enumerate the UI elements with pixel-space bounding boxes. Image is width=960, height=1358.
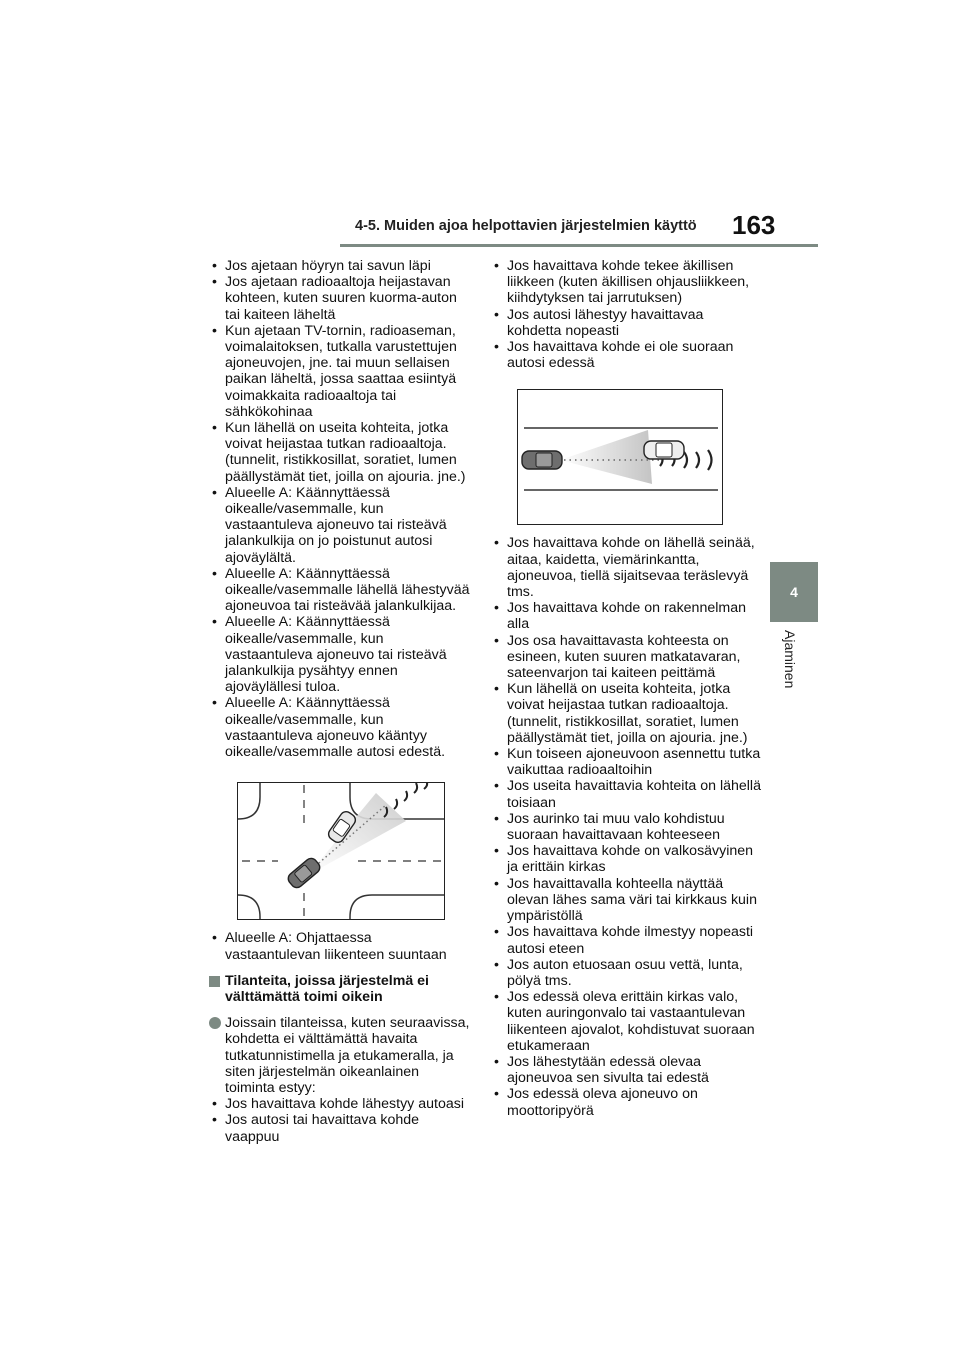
list-item: • Jos havaittava kohde on valkosävyinen ja erittäin kirkas xyxy=(491,843,761,875)
list-item: • Jos useita havaittavia kohteita on lähellä toisiaan xyxy=(491,778,761,810)
bullet-list xyxy=(491,535,761,1118)
right-column xyxy=(491,258,761,1119)
list-item: • Kun lähellä on useita kohteita, jotka voivat heijastaa tutkan radioaaltoja. (tunnelit, ristikkosillat, soratiet, lumen päällystämät tiet, joilla on ajouria. jne.) xyxy=(491,681,761,746)
circle-marker-icon xyxy=(209,1017,221,1029)
lead-paragraph-text: Joissain tilanteissa, kuten seuraavissa, kohdetta ei välttämättä havaita tutkatunnistimella ja etukameralla, ja siten järjestelmän oikeanlainen toiminta estyy: xyxy=(225,1015,470,1096)
list-item: • Jos havaittavalla kohteella näyttää olevan lähes sama väri tai kirkkaus kuin ympäristöllä xyxy=(491,876,761,925)
section-heading xyxy=(209,973,471,1005)
intersection-turn-illustration xyxy=(237,782,445,920)
list-item: • Jos edessä oleva ajoneuvo on moottoripyörä xyxy=(491,1086,761,1118)
chapter-number: 4 xyxy=(790,584,798,600)
list-item: • Alueelle A: Käännyttäessä oikealle/vasemmalle, kun vastaantuleva ajoneuvo tai risteävä jalankulkija pysähtyy ennen ajoväylällesi tuloa. xyxy=(209,614,471,695)
list-item: • Alueelle A: Käännyttäessä oikealle/vasemmalle, kun vastaantuleva ajoneuvo tai risteävä jalankulkija on jo poistunut autosi ajoväylältä. xyxy=(209,485,471,566)
list-item: • Kun toiseen ajoneuvoon asennettu tutka vaikuttaa radioaaltoihin xyxy=(491,746,761,778)
list-item: • Jos ajetaan radioaaltoja heijastavan kohteen, kuten suuren kuorma-auton tai kaiteen läheltä xyxy=(209,274,471,323)
list-item: • Jos havaittava kohde on rakennelman alla xyxy=(491,600,761,632)
list-item: • Alueelle A: Käännyttäessä oikealle/vasemmalle, kun vastaantuleva ajoneuvo kääntyy oikealle/vasemmalle autosi edestä. xyxy=(209,695,471,760)
lead-paragraph xyxy=(209,1015,471,1096)
section-heading-text: Tilanteita, joissa järjestelmä ei välttämättä toimi oikein xyxy=(225,972,429,1005)
list-item: • Jos havaittava kohde ilmestyy nopeasti autosi eteen xyxy=(491,924,761,956)
header-divider xyxy=(340,244,818,247)
list-item: • Jos aurinko tai muu valo kohdistuu suoraan havaittavaan kohteeseen xyxy=(491,811,761,843)
chapter-label: Ajaminen xyxy=(782,630,798,689)
list-item: • Jos havaittava kohde ei ole suoraan autosi edessä xyxy=(491,339,761,371)
list-item: • Kun ajetaan TV-tornin, radioaseman, voimalaitoksen, tutkalla varustettujen ajoneuvojen, jne. tai muun sellaisen paikan läheltä, jossa saattaa esiintyä voimakkaita radioaaltoja tai sähkökohinaa xyxy=(209,323,471,420)
page-number: 163 xyxy=(732,210,776,240)
bullet-list xyxy=(209,1096,471,1145)
list-item: • Jos edessä oleva erittäin kirkas valo, kuten auringonvalo tai vastaantulevan liikenteen ajovalot, kohdistuvat suoraan etukameraan xyxy=(491,989,761,1054)
list-item: • Jos lähestytään edessä olevaa ajoneuvoa sen sivulta tai edestä xyxy=(491,1054,761,1086)
bullet-list xyxy=(209,258,471,760)
square-marker-icon xyxy=(209,976,220,987)
bullet-list xyxy=(209,930,471,962)
list-item: • Kun lähellä on useita kohteita, jotka voivat heijastaa tutkan radioaaltoja. (tunnelit, ristikkosillat, soratiet, lumen päällystämät tiet, joilla on ajouria. jne.) xyxy=(209,420,471,485)
section-title: 4-5. Muiden ajoa helpottavien järjestelmien käyttö xyxy=(355,218,697,234)
list-item: • Jos havaittava kohde lähestyy autoasi xyxy=(209,1096,471,1112)
list-item: • Jos autosi tai havaittava kohde vaappuu xyxy=(209,1112,471,1144)
list-item: • Jos autosi lähestyy havaittavaa kohdetta nopeasti xyxy=(491,307,761,339)
list-item: • Jos havaittava kohde tekee äkillisen liikkeen (kuten äkillisen ohjausliikkeen, kiihdytyksen tai jarrutuksen) xyxy=(491,258,761,307)
bullet-list xyxy=(491,258,761,371)
list-item: • Alueelle A: Käännyttäessä oikealle/vasemmalle lähellä lähestyvää ajoneuvoa tai risteävää jalankulkijaa. xyxy=(209,566,471,615)
list-item: • Jos ajetaan höyryn tai savun läpi xyxy=(209,258,471,274)
list-item: • Alueelle A: Ohjattaessa vastaantulevan liikenteen suuntaan xyxy=(209,930,471,962)
list-item: • Jos osa havaittavasta kohteesta on esineen, kuten suuren matkatavaran, sateenvarjon tai kaiteen peittämä xyxy=(491,633,761,682)
chapter-tab xyxy=(770,562,818,622)
left-column xyxy=(209,258,471,1145)
list-item: • Jos havaittava kohde on lähellä seinää, aitaa, kaidetta, viemärinkantta, ajoneuvoa, tiellä sijaitsevaa teräslevyä tms. xyxy=(491,535,761,600)
offset-vehicle-illustration xyxy=(517,389,723,525)
list-item: • Jos auton etuosaan osuu vettä, lunta, pölyä tms. xyxy=(491,957,761,989)
